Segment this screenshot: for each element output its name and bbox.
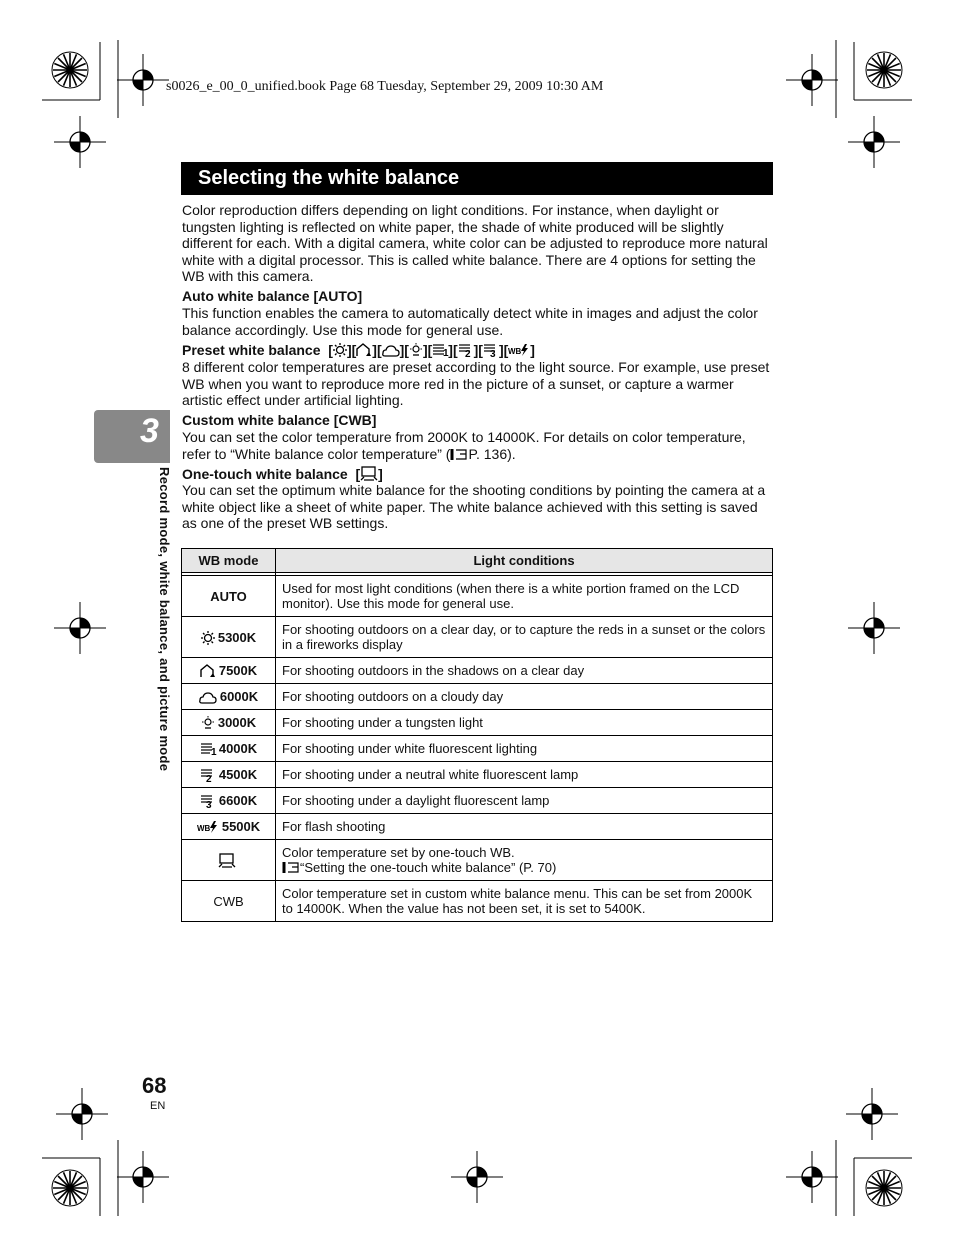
page-language: EN [150, 1100, 166, 1112]
light-condition-cell: For shooting outdoors on a clear day, or to capture the reds in a sunset or the colors in a fireworks display [276, 617, 773, 658]
table-row [182, 710, 773, 736]
wb-mode-label: 5500K [221, 819, 261, 834]
wb-mode-cell [182, 576, 276, 617]
wb-mode-cell [182, 617, 276, 658]
light-condition-cell: For shooting outdoors in the shadows on a clear day [276, 658, 773, 684]
wb-mode-label: AUTO [210, 588, 247, 604]
onetouch-wb-text: You can set the optimum white balance for the shooting conditions by pointing the camera at a white object like a sheet of white paper. The white balance achieved with this setting is saved as one of the preset WB settings. [182, 482, 766, 532]
wb-mode-label: CWB [213, 893, 244, 909]
fluorescent-2-icon [200, 768, 216, 785]
wb-mode-cell [182, 684, 276, 710]
table-row [182, 658, 773, 684]
header-wb-mode: WB mode [182, 549, 276, 573]
chapter-number: 3 [140, 412, 159, 450]
wb-mode-cell [182, 788, 276, 814]
cloud-icon [382, 345, 400, 357]
light-condition-cell: Used for most light conditions (when there is a white portion framed on the LCD monitor). Use this mode for general use. [276, 576, 773, 617]
custom-wb-heading: Custom white balance [CWB] [182, 412, 377, 428]
table-row [182, 576, 773, 617]
header-light-conditions: Light conditions [276, 549, 773, 573]
svg-text:2: 2 [205, 774, 212, 785]
reference-icon [282, 861, 300, 874]
one-touch-icon [360, 466, 378, 481]
wb-mode-cell [182, 658, 276, 684]
wb-mode-cell [182, 762, 276, 788]
svg-text:1: 1 [443, 348, 449, 359]
light-condition-cell: For shooting under a tungsten light [276, 710, 773, 736]
svg-text:WB: WB [196, 824, 211, 833]
wb-mode-cell [182, 814, 276, 840]
flash-wb-icon [508, 343, 530, 357]
light-condition-cell: For flash shooting [276, 814, 773, 840]
wb-mode-cell [182, 736, 276, 762]
table-row [182, 788, 773, 814]
wb-mode-table [181, 548, 773, 922]
onetouch-wb-heading-text: One-touch white balance [182, 466, 348, 482]
page-number: 68 [142, 1073, 167, 1098]
wb-mode-label: 3000K [217, 715, 257, 730]
table-row [182, 814, 773, 840]
svg-text:3: 3 [205, 800, 212, 811]
wb-mode-label: 4000K [218, 741, 258, 756]
cloud-icon [199, 692, 217, 704]
wb-mode-label: 6600K [218, 793, 258, 808]
shade-icon [200, 664, 216, 678]
light-condition-line: Color temperature set by one-touch WB. [282, 845, 515, 860]
table-row [182, 617, 773, 658]
table-row [182, 881, 773, 922]
reference-link-text: “Setting the one-touch white balance” (P. 70) [300, 860, 557, 875]
wb-mode-label: 6000K [219, 689, 259, 704]
svg-text:2: 2 [464, 349, 471, 360]
custom-wb-text [182, 429, 774, 462]
svg-text:WB: WB [508, 347, 522, 356]
wb-mode-cell [182, 710, 276, 736]
tungsten-icon [409, 343, 423, 357]
section-title: Selecting the white balance [181, 162, 773, 195]
light-condition-cell [276, 840, 773, 881]
wb-mode-label: 4500K [218, 767, 258, 782]
light-condition-cell: For shooting outdoors on a cloudy day [276, 684, 773, 710]
one-touch-icon [218, 853, 236, 868]
custom-wb-text-after: P. 136). [468, 445, 516, 462]
preset-wb-text: 8 different color temperatures are preset according to the light source. For example, use preset WB when you want to reproduce more red in the picture of a sunset, or capture a warmer artistic effect under artificial lighting. [182, 359, 770, 409]
fluorescent-3-icon [483, 343, 499, 360]
light-condition-cell: For shooting under a neutral white fluorescent lamp [276, 762, 773, 788]
fluorescent-1-icon [432, 343, 448, 357]
preset-wb-heading [182, 342, 774, 359]
sun-icon [333, 343, 347, 357]
fluorescent-3-icon [200, 794, 216, 811]
table-row [182, 736, 773, 762]
print-header: s0026_e_00_0_unified.book Page 68 Tuesday, September 29, 2009 10:30 AM [166, 79, 604, 94]
custom-wb-text-before: You can set the color temperature from 2000K to 14000K. For details on color temperature, refer to “White balance color temperature” ( [182, 429, 746, 462]
table-header-row [182, 549, 773, 573]
svg-text:3: 3 [489, 349, 496, 360]
wb-mode-cell [182, 881, 276, 922]
wb-mode-cell [182, 840, 276, 881]
light-condition-reference [282, 860, 766, 875]
light-condition-cell: For shooting under a daylight fluorescent lamp [276, 788, 773, 814]
fluorescent-1-icon [200, 742, 216, 756]
preset-icons: [ ][ ][ ][ ][ 1 ][ 2 ][ 3 ][ WB ] [328, 342, 535, 360]
fluorescent-2-icon [458, 343, 474, 360]
table-row [182, 762, 773, 788]
wb-mode-label: 5300K [217, 629, 257, 645]
shade-icon [356, 343, 372, 357]
light-condition-cell: Color temperature set in custom white balance menu. This can be set from 2000K to 14000K. When the value has not been set, it is set to 5400K. [276, 881, 773, 922]
auto-wb-text: This function enables the camera to automatically detect white in images and adjust the color balance accordingly. Use this mode for general use. [182, 305, 758, 338]
preset-wb-heading-text: Preset white balance [182, 342, 321, 358]
intro-paragraph: Color reproduction differs depending on light conditions. For instance, when daylight or tungsten lighting is reflected on white paper, the shade of white produced will be slightly different for each. With a digital camera, white color can be adjusted to reproduce more natural white with a digital processor. This is called white balance. There are 4 options for setting the WB with this camera. [182, 202, 768, 285]
wb-mode-label: 7500K [218, 663, 258, 678]
auto-wb-heading: Auto white balance [AUTO] [182, 288, 363, 304]
table-row [182, 840, 773, 881]
table-row [182, 684, 773, 710]
tungsten-icon [201, 716, 215, 730]
light-condition-cell: For shooting under white fluorescent lighting [276, 736, 773, 762]
svg-text:1: 1 [210, 747, 217, 758]
flash-wb-icon [197, 820, 219, 834]
sun-icon [201, 631, 215, 645]
reference-icon [450, 448, 468, 461]
onetouch-wb-heading: One-touch white balance [ ] [182, 466, 383, 482]
chapter-side-label: Record mode, white balance, and picture mode [157, 467, 172, 772]
